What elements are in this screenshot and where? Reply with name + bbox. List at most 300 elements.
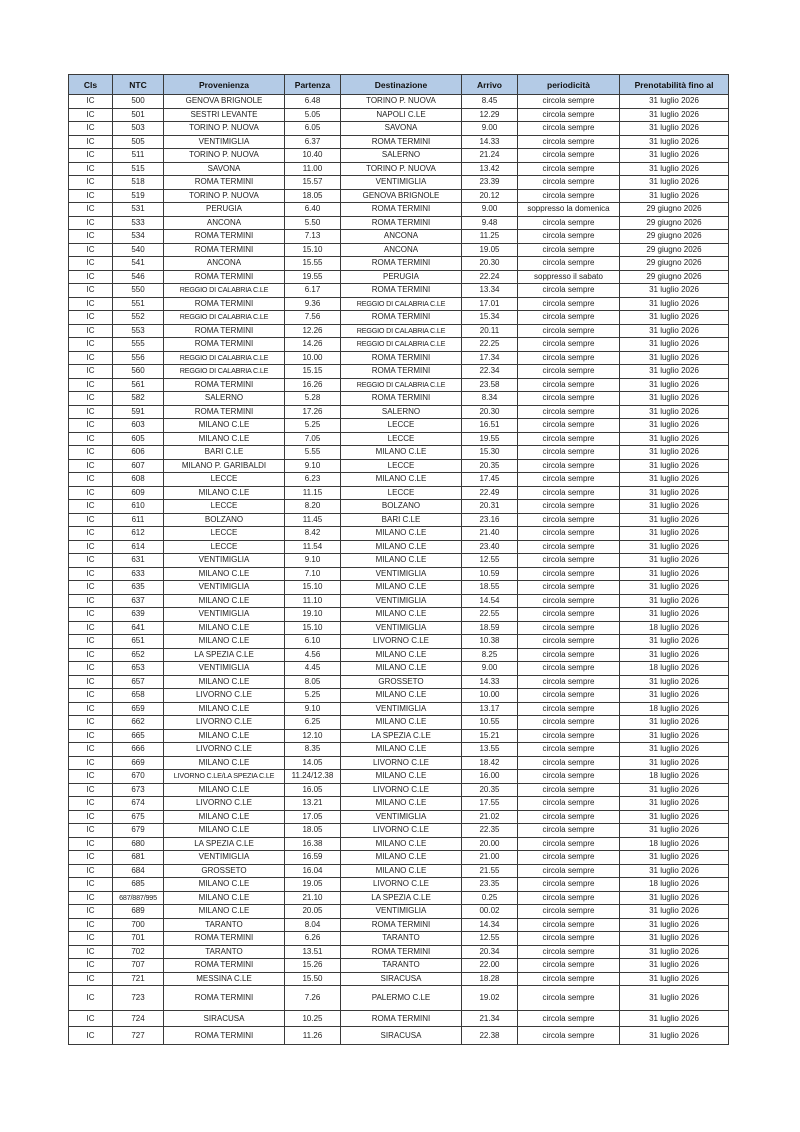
cell-partenza: 14.26: [285, 338, 341, 352]
header-row: [69, 75, 729, 95]
cell-prenotabilita: 31 luglio 2026: [620, 729, 729, 743]
cell-destinazione: LECCE: [341, 419, 462, 433]
cell-ntc: 612: [113, 527, 164, 541]
table-row: [69, 324, 729, 338]
cell-provenienza: MILANO C.LE: [164, 702, 285, 716]
cell-partenza: 18.05: [285, 824, 341, 838]
cell-prenotabilita: 29 giugno 2026: [620, 230, 729, 244]
cell-provenienza: TORINO P. NUOVA: [164, 122, 285, 136]
cell-cls: IC: [69, 351, 113, 365]
cell-destinazione: ROMA TERMINI: [341, 1011, 462, 1027]
cell-periodicita: circola sempre: [518, 675, 620, 689]
cell-provenienza: MILANO C.LE: [164, 419, 285, 433]
table-row: [69, 432, 729, 446]
cell-partenza: 16.04: [285, 864, 341, 878]
cell-destinazione: ROMA TERMINI: [341, 918, 462, 932]
cell-arrivo: 20.30: [462, 405, 518, 419]
cell-destinazione: ANCONA: [341, 230, 462, 244]
cell-prenotabilita: 31 luglio 2026: [620, 540, 729, 554]
cell-periodicita: circola sempre: [518, 729, 620, 743]
cell-prenotabilita: 31 luglio 2026: [620, 959, 729, 973]
cell-provenienza: VENTIMIGLIA: [164, 135, 285, 149]
cell-ntc: 670: [113, 770, 164, 784]
cell-cls: IC: [69, 810, 113, 824]
cell-prenotabilita: 31 luglio 2026: [620, 891, 729, 905]
cell-partenza: 11.15: [285, 486, 341, 500]
cell-periodicita: circola sempre: [518, 108, 620, 122]
cell-cls: IC: [69, 459, 113, 473]
cell-partenza: 13.51: [285, 945, 341, 959]
cell-cls: IC: [69, 500, 113, 514]
cell-partenza: 15.57: [285, 176, 341, 190]
cell-provenienza: ROMA TERMINI: [164, 243, 285, 257]
cell-cls: IC: [69, 959, 113, 973]
table-row: [69, 729, 729, 743]
cell-arrivo: 21.24: [462, 149, 518, 163]
cell-arrivo: 9.00: [462, 662, 518, 676]
cell-prenotabilita: 31 luglio 2026: [620, 176, 729, 190]
table-row: [69, 702, 729, 716]
cell-prenotabilita: 31 luglio 2026: [620, 824, 729, 838]
cell-partenza: 15.10: [285, 243, 341, 257]
cell-arrivo: 17.45: [462, 473, 518, 487]
table-row: [69, 122, 729, 136]
cell-destinazione: MILANO C.LE: [341, 581, 462, 595]
cell-periodicita: circola sempre: [518, 581, 620, 595]
cell-arrivo: 9.00: [462, 203, 518, 217]
cell-provenienza: GROSSETO: [164, 864, 285, 878]
table-row: [69, 257, 729, 271]
cell-prenotabilita: 31 luglio 2026: [620, 756, 729, 770]
cell-arrivo: 20.31: [462, 500, 518, 514]
cell-cls: IC: [69, 837, 113, 851]
cell-periodicita: circola sempre: [518, 500, 620, 514]
cell-destinazione: GROSSETO: [341, 675, 462, 689]
cell-destinazione: SALERNO: [341, 405, 462, 419]
cell-prenotabilita: 31 luglio 2026: [620, 945, 729, 959]
cell-partenza: 5.25: [285, 419, 341, 433]
cell-provenienza: ROMA TERMINI: [164, 297, 285, 311]
cell-periodicita: circola sempre: [518, 162, 620, 176]
cell-ntc: 641: [113, 621, 164, 635]
cell-periodicita: circola sempre: [518, 1011, 620, 1027]
cell-ntc: 607: [113, 459, 164, 473]
cell-cls: IC: [69, 945, 113, 959]
cell-arrivo: 13.42: [462, 162, 518, 176]
cell-partenza: 6.05: [285, 122, 341, 136]
cell-cls: IC: [69, 311, 113, 325]
cell-ntc: 603: [113, 419, 164, 433]
cell-destinazione: ROMA TERMINI: [341, 351, 462, 365]
cell-prenotabilita: 18 luglio 2026: [620, 702, 729, 716]
table-row: [69, 783, 729, 797]
cell-arrivo: 14.33: [462, 135, 518, 149]
cell-partenza: 11.26: [285, 1027, 341, 1045]
cell-periodicita: circola sempre: [518, 905, 620, 919]
cell-provenienza: MILANO C.LE: [164, 729, 285, 743]
cell-periodicita: circola sempre: [518, 608, 620, 622]
cell-destinazione: REGGIO DI CALABRIA C.LE: [341, 324, 462, 338]
cell-partenza: 9.10: [285, 554, 341, 568]
cell-provenienza: ROMA TERMINI: [164, 405, 285, 419]
cell-periodicita: circola sempre: [518, 986, 620, 1011]
cell-periodicita: circola sempre: [518, 743, 620, 757]
cell-provenienza: LIVORNO C.LE/LA SPEZIA C.LE: [164, 770, 285, 784]
cell-periodicita: circola sempre: [518, 878, 620, 892]
cell-partenza: 6.23: [285, 473, 341, 487]
cell-prenotabilita: 31 luglio 2026: [620, 527, 729, 541]
cell-arrivo: 18.28: [462, 972, 518, 986]
table-row: [69, 297, 729, 311]
cell-arrivo: 8.34: [462, 392, 518, 406]
cell-periodicita: circola sempre: [518, 567, 620, 581]
cell-prenotabilita: 31 luglio 2026: [620, 392, 729, 406]
cell-ntc: 609: [113, 486, 164, 500]
cell-provenienza: ANCONA: [164, 216, 285, 230]
table-row: [69, 608, 729, 622]
cell-partenza: 6.40: [285, 203, 341, 217]
cell-prenotabilita: 31 luglio 2026: [620, 1027, 729, 1045]
cell-periodicita: circola sempre: [518, 702, 620, 716]
cell-arrivo: 17.01: [462, 297, 518, 311]
cell-ntc: 556: [113, 351, 164, 365]
cell-arrivo: 17.55: [462, 797, 518, 811]
cell-ntc: 541: [113, 257, 164, 271]
header-partenza: Partenza: [285, 75, 341, 95]
cell-periodicita: circola sempre: [518, 554, 620, 568]
cell-arrivo: 21.00: [462, 851, 518, 865]
cell-partenza: 7.10: [285, 567, 341, 581]
cell-ntc: 674: [113, 797, 164, 811]
cell-prenotabilita: 31 luglio 2026: [620, 810, 729, 824]
cell-prenotabilita: 31 luglio 2026: [620, 581, 729, 595]
cell-destinazione: LECCE: [341, 486, 462, 500]
cell-prenotabilita: 31 luglio 2026: [620, 324, 729, 338]
cell-cls: IC: [69, 122, 113, 136]
cell-destinazione: MILANO C.LE: [341, 743, 462, 757]
cell-provenienza: ROMA TERMINI: [164, 176, 285, 190]
cell-arrivo: 20.12: [462, 189, 518, 203]
table-row: [69, 554, 729, 568]
cell-arrivo: 22.24: [462, 270, 518, 284]
cell-provenienza: SAVONA: [164, 162, 285, 176]
cell-cls: IC: [69, 554, 113, 568]
cell-cls: IC: [69, 648, 113, 662]
cell-periodicita: circola sempre: [518, 216, 620, 230]
cell-cls: IC: [69, 905, 113, 919]
cell-cls: IC: [69, 581, 113, 595]
cell-arrivo: 8.45: [462, 95, 518, 109]
cell-provenienza: LECCE: [164, 473, 285, 487]
cell-ntc: 669: [113, 756, 164, 770]
cell-destinazione: MILANO C.LE: [341, 527, 462, 541]
cell-prenotabilita: 31 luglio 2026: [620, 932, 729, 946]
cell-prenotabilita: 29 giugno 2026: [620, 216, 729, 230]
cell-destinazione: MILANO C.LE: [341, 662, 462, 676]
cell-cls: IC: [69, 162, 113, 176]
cell-destinazione: REGGIO DI CALABRIA C.LE: [341, 297, 462, 311]
cell-provenienza: ROMA TERMINI: [164, 324, 285, 338]
cell-partenza: 7.13: [285, 230, 341, 244]
cell-destinazione: TORINO P. NUOVA: [341, 95, 462, 109]
cell-destinazione: MILANO C.LE: [341, 716, 462, 730]
cell-ntc: 684: [113, 864, 164, 878]
cell-partenza: 10.40: [285, 149, 341, 163]
cell-cls: IC: [69, 594, 113, 608]
cell-cls: IC: [69, 662, 113, 676]
cell-provenienza: LIVORNO C.LE: [164, 743, 285, 757]
cell-partenza: 9.10: [285, 702, 341, 716]
cell-provenienza: MILANO C.LE: [164, 783, 285, 797]
cell-arrivo: 11.25: [462, 230, 518, 244]
cell-destinazione: ANCONA: [341, 243, 462, 257]
cell-cls: IC: [69, 675, 113, 689]
table-row: [69, 338, 729, 352]
cell-partenza: 11.45: [285, 513, 341, 527]
table-row: [69, 824, 729, 838]
cell-periodicita: circola sempre: [518, 527, 620, 541]
cell-destinazione: ROMA TERMINI: [341, 392, 462, 406]
table-row: [69, 594, 729, 608]
cell-periodicita: circola sempre: [518, 783, 620, 797]
cell-provenienza: REGGIO DI CALABRIA C.LE: [164, 351, 285, 365]
cell-partenza: 15.10: [285, 581, 341, 595]
table-row: [69, 176, 729, 190]
cell-cls: IC: [69, 770, 113, 784]
cell-ntc: 635: [113, 581, 164, 595]
cell-provenienza: BARI C.LE: [164, 446, 285, 460]
cell-arrivo: 20.34: [462, 945, 518, 959]
table-row: [69, 662, 729, 676]
table-row: [69, 1027, 729, 1045]
cell-prenotabilita: 31 luglio 2026: [620, 635, 729, 649]
cell-destinazione: REGGIO DI CALABRIA C.LE: [341, 338, 462, 352]
table-row: [69, 905, 729, 919]
cell-cls: IC: [69, 608, 113, 622]
cell-provenienza: VENTIMIGLIA: [164, 662, 285, 676]
table-row: [69, 446, 729, 460]
cell-provenienza: LECCE: [164, 527, 285, 541]
cell-cls: IC: [69, 257, 113, 271]
cell-arrivo: 21.34: [462, 1011, 518, 1027]
cell-cls: IC: [69, 473, 113, 487]
cell-destinazione: NAPOLI C.LE: [341, 108, 462, 122]
table-row: [69, 473, 729, 487]
cell-periodicita: circola sempre: [518, 540, 620, 554]
cell-destinazione: ROMA TERMINI: [341, 203, 462, 217]
cell-arrivo: 22.34: [462, 365, 518, 379]
cell-periodicita: circola sempre: [518, 1027, 620, 1045]
cell-provenienza: ROMA TERMINI: [164, 338, 285, 352]
cell-provenienza: TARANTO: [164, 945, 285, 959]
cell-ntc: 687/887/995: [113, 891, 164, 905]
table-row: [69, 810, 729, 824]
cell-destinazione: MILANO C.LE: [341, 797, 462, 811]
cell-provenienza: LIVORNO C.LE: [164, 716, 285, 730]
cell-cls: IC: [69, 189, 113, 203]
cell-arrivo: 00.02: [462, 905, 518, 919]
cell-periodicita: circola sempre: [518, 284, 620, 298]
cell-cls: IC: [69, 797, 113, 811]
cell-arrivo: 23.40: [462, 540, 518, 554]
cell-arrivo: 18.55: [462, 581, 518, 595]
cell-arrivo: 9.00: [462, 122, 518, 136]
cell-cls: IC: [69, 135, 113, 149]
cell-periodicita: circola sempre: [518, 95, 620, 109]
table-row: [69, 972, 729, 986]
cell-partenza: 9.36: [285, 297, 341, 311]
header-destinazione: Destinazione: [341, 75, 462, 95]
cell-periodicita: circola sempre: [518, 149, 620, 163]
cell-periodicita: circola sempre: [518, 972, 620, 986]
cell-cls: IC: [69, 1011, 113, 1027]
cell-arrivo: 22.35: [462, 824, 518, 838]
cell-provenienza: SESTRI LEVANTE: [164, 108, 285, 122]
cell-destinazione: VENTIMIGLIA: [341, 905, 462, 919]
cell-cls: IC: [69, 729, 113, 743]
cell-provenienza: REGGIO DI CALABRIA C.LE: [164, 311, 285, 325]
cell-arrivo: 9.48: [462, 216, 518, 230]
table-row: [69, 108, 729, 122]
cell-partenza: 6.37: [285, 135, 341, 149]
cell-partenza: 9.10: [285, 459, 341, 473]
cell-arrivo: 20.35: [462, 459, 518, 473]
cell-periodicita: circola sempre: [518, 837, 620, 851]
cell-provenienza: SIRACUSA: [164, 1011, 285, 1027]
cell-provenienza: MILANO C.LE: [164, 675, 285, 689]
cell-ntc: 702: [113, 945, 164, 959]
cell-ntc: 582: [113, 392, 164, 406]
cell-ntc: 723: [113, 986, 164, 1011]
cell-cls: IC: [69, 216, 113, 230]
table-row: [69, 635, 729, 649]
cell-ntc: 611: [113, 513, 164, 527]
table-row: [69, 689, 729, 703]
cell-destinazione: REGGIO DI CALABRIA C.LE: [341, 378, 462, 392]
table-row: [69, 621, 729, 635]
cell-prenotabilita: 31 luglio 2026: [620, 918, 729, 932]
cell-prenotabilita: 31 luglio 2026: [620, 675, 729, 689]
cell-arrivo: 12.55: [462, 554, 518, 568]
cell-partenza: 4.45: [285, 662, 341, 676]
cell-provenienza: REGGIO DI CALABRIA C.LE: [164, 365, 285, 379]
cell-provenienza: MILANO C.LE: [164, 891, 285, 905]
cell-destinazione: ROMA TERMINI: [341, 135, 462, 149]
cell-arrivo: 16.51: [462, 419, 518, 433]
cell-partenza: 13.21: [285, 797, 341, 811]
cell-partenza: 8.20: [285, 500, 341, 514]
cell-provenienza: VENTIMIGLIA: [164, 581, 285, 595]
cell-cls: IC: [69, 824, 113, 838]
cell-arrivo: 20.35: [462, 783, 518, 797]
cell-prenotabilita: 31 luglio 2026: [620, 122, 729, 136]
table-body: [69, 95, 729, 1045]
cell-prenotabilita: 31 luglio 2026: [620, 459, 729, 473]
cell-destinazione: LA SPEZIA C.LE: [341, 891, 462, 905]
cell-destinazione: LIVORNO C.LE: [341, 635, 462, 649]
cell-destinazione: MILANO C.LE: [341, 446, 462, 460]
cell-provenienza: BOLZANO: [164, 513, 285, 527]
cell-destinazione: LIVORNO C.LE: [341, 824, 462, 838]
cell-partenza: 11.00: [285, 162, 341, 176]
cell-ntc: 666: [113, 743, 164, 757]
table-row: [69, 837, 729, 851]
table-row: [69, 162, 729, 176]
cell-destinazione: PALERMO C.LE: [341, 986, 462, 1011]
cell-partenza: 7.56: [285, 311, 341, 325]
cell-partenza: 5.55: [285, 446, 341, 460]
cell-destinazione: SIRACUSA: [341, 972, 462, 986]
cell-destinazione: MILANO C.LE: [341, 689, 462, 703]
cell-partenza: 6.26: [285, 932, 341, 946]
cell-periodicita: circola sempre: [518, 446, 620, 460]
cell-partenza: 8.04: [285, 918, 341, 932]
cell-ntc: 679: [113, 824, 164, 838]
cell-cls: IC: [69, 270, 113, 284]
cell-arrivo: 17.34: [462, 351, 518, 365]
cell-partenza: 16.26: [285, 378, 341, 392]
cell-periodicita: circola sempre: [518, 297, 620, 311]
cell-provenienza: LIVORNO C.LE: [164, 797, 285, 811]
cell-prenotabilita: 31 luglio 2026: [620, 149, 729, 163]
table-row: [69, 648, 729, 662]
table-row: [69, 770, 729, 784]
cell-arrivo: 14.34: [462, 918, 518, 932]
cell-destinazione: GENOVA BRIGNOLE: [341, 189, 462, 203]
cell-partenza: 11.24/12.38: [285, 770, 341, 784]
cell-arrivo: 20.11: [462, 324, 518, 338]
cell-cls: IC: [69, 851, 113, 865]
cell-ntc: 591: [113, 405, 164, 419]
cell-periodicita: circola sempre: [518, 635, 620, 649]
cell-arrivo: 19.02: [462, 986, 518, 1011]
cell-partenza: 5.05: [285, 108, 341, 122]
cell-periodicita: circola sempre: [518, 419, 620, 433]
cell-arrivo: 15.21: [462, 729, 518, 743]
table-row: [69, 932, 729, 946]
table-row: [69, 527, 729, 541]
cell-destinazione: LIVORNO C.LE: [341, 783, 462, 797]
cell-partenza: 15.26: [285, 959, 341, 973]
cell-cls: IC: [69, 986, 113, 1011]
cell-prenotabilita: 18 luglio 2026: [620, 837, 729, 851]
cell-ntc: 503: [113, 122, 164, 136]
cell-ntc: 657: [113, 675, 164, 689]
cell-provenienza: VENTIMIGLIA: [164, 554, 285, 568]
cell-destinazione: LIVORNO C.LE: [341, 756, 462, 770]
cell-partenza: 12.10: [285, 729, 341, 743]
cell-partenza: 21.10: [285, 891, 341, 905]
cell-ntc: 685: [113, 878, 164, 892]
cell-partenza: 6.48: [285, 95, 341, 109]
cell-prenotabilita: 31 luglio 2026: [620, 486, 729, 500]
cell-periodicita: circola sempre: [518, 824, 620, 838]
header-cls: Cls: [69, 75, 113, 95]
table-row: [69, 243, 729, 257]
cell-ntc: 540: [113, 243, 164, 257]
table-row: [69, 216, 729, 230]
table-row: [69, 95, 729, 109]
cell-ntc: 724: [113, 1011, 164, 1027]
cell-destinazione: ROMA TERMINI: [341, 257, 462, 271]
cell-cls: IC: [69, 513, 113, 527]
cell-cls: IC: [69, 756, 113, 770]
cell-prenotabilita: 18 luglio 2026: [620, 662, 729, 676]
table-row: [69, 230, 729, 244]
cell-provenienza: REGGIO DI CALABRIA C.LE: [164, 284, 285, 298]
cell-arrivo: 22.38: [462, 1027, 518, 1045]
cell-prenotabilita: 31 luglio 2026: [620, 743, 729, 757]
